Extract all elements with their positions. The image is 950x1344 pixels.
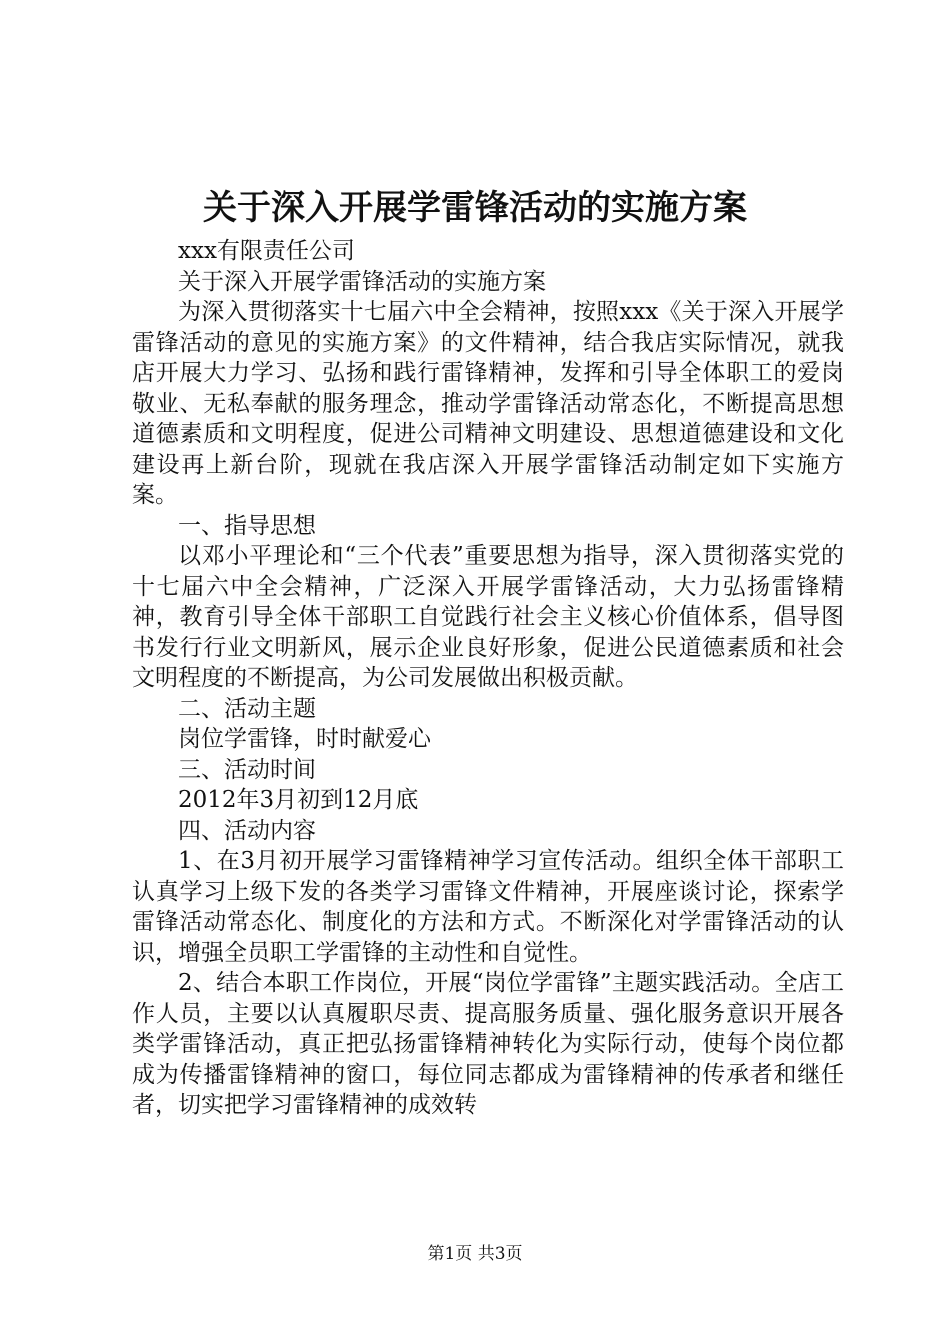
company-name: xxx有限责任公司 (178, 238, 355, 264)
subtitle: 关于深入开展学雷锋活动的实施方案 (178, 268, 546, 295)
intro-paragraph: 为深入贯彻落实十七届六中全会精神，按照xxx《关于深入开展学雷锋活动的意见的实施方案》的文件精神，结合我店实际情况，就我店开展大力学习、弘扬和践行雷锋精神，发挥和引导全体职工的爱岗敬业、无私奉献的服务理念，推动学雷锋活动常态化，不断提高思想道德素质和文明程度，促进公司精神文明建设、思想道德建设和文化建设再上新台阶，现就在我店深入开展学雷锋活动制定如下实施方案。 (132, 299, 844, 508)
section-heading-theme: 二、活动主题 (178, 695, 316, 722)
page-number-footer: 第1页 共3页 (427, 1244, 523, 1264)
guiding-thought-paragraph: 以邓小平理论和“三个代表”重要思想为指导，深入贯彻落实党的十七届六中全会精神，广泛深入开展学雷锋活动，大力弘扬雷锋精神，教育引导全体干部职工自觉践行社会主义核心价值体系，倡导图书发行行业文明新风，展示企业良好形象，促进公民道德素质和社会文明程度的不断提高，为公司发展做出积极贡献。 (132, 543, 844, 691)
content-item-2: 2、结合本职工作岗位，开展“岗位学雷锋”主题实践活动。全店工作人员，主要以认真履职尽责、提高服务质量、强化服务意识开展各类学雷锋活动，真正把弘扬雷锋精神转化为实际行动，使每个岗位都成为传播雷锋精神的窗口，每位同志都成为雷锋精神的传承者和继任者，切实把学习雷锋精神的成效转 (132, 970, 844, 1118)
content-item-1: 1、在3月初开展学习雷锋精神学习宣传活动。组织全体干部职工认真学习上级下发的各类学习雷锋文件精神，开展座谈讨论，探索学雷锋活动常态化、制度化的方法和方式。不断深化对学雷锋活动的认识，增强全员职工学雷锋的主动性和自觉性。 (132, 848, 844, 966)
document-title: 关于深入开展学雷锋活动的实施方案 (203, 188, 747, 228)
time-paragraph: 2012年3月初到12月底 (178, 787, 419, 813)
section-heading-guiding-thought: 一、指导思想 (178, 512, 316, 539)
theme-paragraph: 岗位学雷锋，时时献爱心 (178, 726, 431, 752)
section-heading-content: 四、活动内容 (178, 817, 316, 844)
section-heading-time: 三、活动时间 (178, 756, 316, 783)
document-body (132, 236, 844, 1121)
